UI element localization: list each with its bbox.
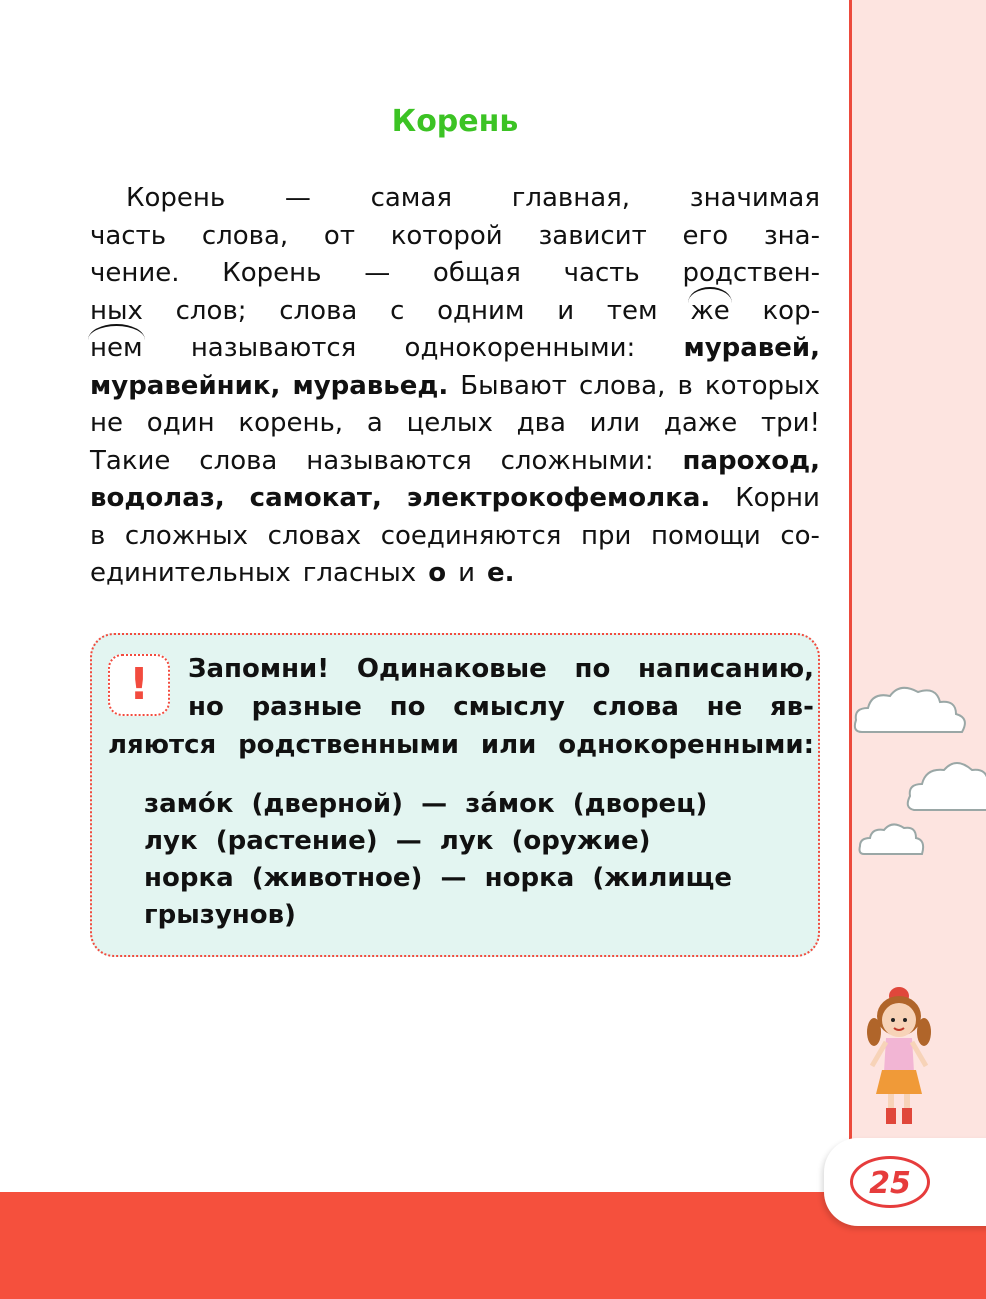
cloud-illustration — [858, 820, 928, 860]
example-word: муравьед. — [292, 370, 449, 401]
example-line: норка (животное) — норка (жилище — [144, 863, 732, 893]
text-line: водолаз, самокат, электрокофемолка. Корни — [90, 480, 820, 518]
cloud-illustration — [852, 682, 972, 742]
text-line: единительных гласных о и е. — [90, 555, 820, 593]
page-number: 25 — [850, 1156, 930, 1208]
text-line: ных слов; слова с одним и тем же кор- — [90, 293, 820, 331]
text-line: Такие слова называются сложными: пароход, — [90, 443, 820, 481]
example-line: лук (растение) — лук (оружие) — [144, 826, 651, 856]
example-word: муравейник, — [90, 370, 281, 401]
example-line: замóк (дверной) — зáмок (дворец) — [144, 789, 708, 819]
connecting-vowel: о — [428, 558, 447, 588]
example-line: грызунов) — [144, 900, 296, 930]
side-margin-line — [849, 0, 852, 1194]
page-title: Корень — [391, 104, 519, 139]
example-word: самокат, — [249, 483, 382, 513]
homonym-examples — [144, 786, 764, 934]
text-line: не один корень, а целых два или даже три! — [90, 408, 820, 438]
example-word: пароход, — [682, 445, 820, 476]
text-line: часть слова, от которой зависит его зна- — [90, 220, 820, 251]
root-arc: же — [690, 293, 729, 331]
cloud-illustration — [906, 758, 986, 818]
girl-illustration — [856, 980, 942, 1130]
text-line: Корень — самая главная, значимая — [126, 183, 820, 213]
remember-rule — [108, 650, 814, 764]
text-line: в сложных словах соединяются при помощи со- — [90, 520, 820, 551]
example-word: муравей, — [683, 333, 820, 363]
root-arc: нем — [90, 330, 143, 368]
connecting-vowel: е. — [486, 558, 515, 588]
main-paragraph — [90, 180, 820, 593]
exclamation-icon: ! — [108, 654, 170, 716]
text-line: нем называются однокоренными: муравей, — [90, 330, 820, 368]
example-word: электрокофемолка. — [406, 483, 711, 513]
rule-line: Запомни! Одинаковые по написанию, — [188, 654, 814, 684]
example-word: водолаз, — [90, 483, 225, 513]
rule-line: ляются родственными или однокоренными: — [108, 730, 814, 760]
text-line: чение. Корень — общая часть родствен- — [90, 258, 820, 288]
rule-line: но разные по смыслу слова не яв- — [188, 692, 814, 722]
text-line: муравейник, муравьед. Бывают слова, в которых — [90, 368, 820, 406]
